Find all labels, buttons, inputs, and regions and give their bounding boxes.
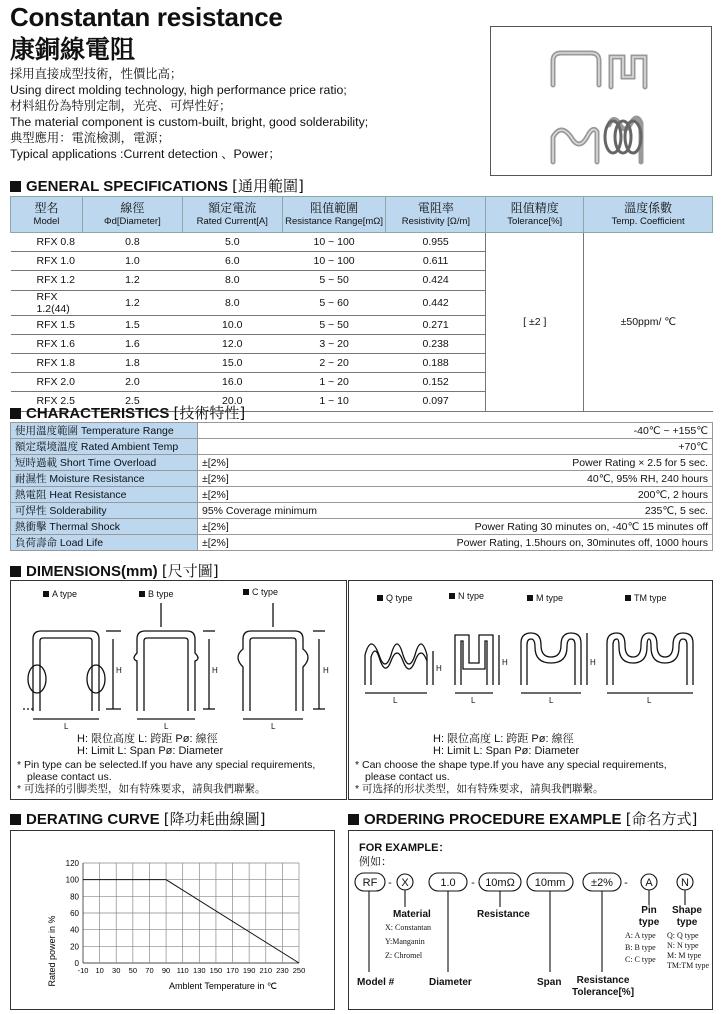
table-cell: 0.238 — [386, 334, 486, 353]
y-tick-label: 120 — [65, 859, 79, 868]
table-cell: 2.0 — [82, 373, 182, 392]
page-title: Constantan resistance — [10, 2, 283, 32]
label-tolerance: Resistance Tolerance[%] — [571, 975, 635, 998]
table-cell: RFX 1.2 — [11, 271, 83, 290]
x-tick-label: 170 — [226, 966, 239, 975]
shape-option: M: M type — [667, 951, 702, 960]
characteristic-label: 熱電阻 Heat Resistance — [11, 487, 198, 503]
table-cell: RFX 2.5 — [11, 392, 83, 411]
table-cell: 0.152 — [386, 373, 486, 392]
characteristic-label: 額定環境溫度 Rated Ambient Temp — [11, 439, 198, 455]
table-row — [11, 233, 713, 252]
heading-zh: [尺寸圖] — [161, 562, 219, 580]
characteristic-condition: +70℃ — [198, 439, 713, 455]
characteristic-spec: ±[2%] — [198, 471, 398, 487]
table-cell: RFX 0.8 — [11, 233, 83, 252]
x-tick-label: 30 — [112, 966, 121, 975]
product-photo — [490, 26, 712, 176]
type-label-a: A type — [43, 589, 77, 599]
code-diameter: 1.0 — [440, 877, 456, 889]
table-cell: 10.0 — [182, 315, 282, 334]
code-model: RF — [362, 877, 378, 889]
column-header: 電阻率 Resistivity [Ω/m] — [386, 197, 486, 233]
type-label-m: M type — [527, 593, 563, 603]
table-cell: 20.0 — [182, 392, 282, 411]
heading-en: CHARACTERISTICS — [26, 405, 170, 422]
x-tick-label: 250 — [292, 966, 306, 975]
shape-option: TM:TM type — [667, 961, 709, 970]
characteristic-condition: -40℃ ~ +155℃ — [198, 423, 713, 439]
table-cell: 0.188 — [386, 353, 486, 372]
dim-label-h: H — [590, 658, 596, 667]
type-label-tm: TM type — [625, 593, 667, 603]
characteristic-label: 可焊性 Solderability — [11, 503, 198, 519]
table-cell: 0.611 — [386, 252, 486, 271]
shape-option: N: N type — [667, 941, 699, 950]
derating-heading — [10, 808, 266, 829]
table-cell: RFX 1.2(44) — [11, 290, 83, 315]
derating-chart — [11, 831, 334, 1009]
dimension-panel-right — [348, 580, 713, 800]
table-cell: 2.5 — [82, 392, 182, 411]
table-cell: 1.6 — [82, 334, 182, 353]
table-cell: 1.2 — [82, 290, 182, 315]
dimension-legend-zh: H: 限位高度 L: 跨距 Pø: 線徑 — [433, 733, 574, 745]
dimensions-heading — [10, 560, 219, 581]
dim-label-h: H — [323, 666, 329, 675]
example-label-zh: 例如： — [359, 856, 392, 868]
table-row — [11, 471, 713, 487]
dim-label-l: L — [393, 696, 398, 705]
x-tick-label: 150 — [209, 966, 223, 975]
material-option: Z: Chromel — [385, 951, 423, 960]
column-header: 阻值精度 Tolerance[%] — [486, 197, 584, 233]
table-cell: 10 ~ 100 — [282, 252, 386, 271]
note-line: * Can choose the shape type.If you have any special requirements, — [355, 759, 667, 771]
svg-text:-: - — [624, 877, 628, 889]
heading-en: DERATING CURVE — [26, 811, 160, 828]
code-pin: A — [645, 877, 653, 889]
x-tick-label: 90 — [161, 966, 171, 975]
note-line: please contact us. — [365, 771, 450, 783]
derating-series-line — [83, 880, 299, 963]
table-cell: RFX 1.5 — [11, 315, 83, 334]
table-row — [11, 439, 713, 455]
x-axis-label: Amblent Temperature in ℃ — [169, 981, 277, 991]
dim-label-h: H — [502, 658, 508, 667]
table-row — [11, 503, 713, 519]
code-tolerance: ±2% — [591, 877, 613, 889]
table-cell: 1.2 — [82, 271, 182, 290]
column-header: 型名 Model — [11, 197, 83, 233]
table-cell: 0.8 — [82, 233, 182, 252]
derating-chart-panel — [10, 830, 335, 1010]
table-row — [11, 423, 713, 439]
table-cell: RFX 1.8 — [11, 353, 83, 372]
dim-label-h: H — [212, 666, 218, 675]
characteristic-label: 短時過載 Short Time Overload — [11, 455, 198, 471]
y-tick-label: 60 — [70, 909, 79, 918]
intro-line: 材料組份為特別定制，光亮、可焊性好； — [10, 99, 232, 113]
dim-label-l: L — [647, 696, 652, 705]
table-cell: 10 ~ 100 — [282, 233, 386, 252]
y-tick-label: 0 — [74, 959, 79, 968]
y-tick-label: 100 — [65, 875, 79, 885]
characteristic-condition: 40℃, 95% RH, 240 hours — [398, 471, 713, 487]
characteristic-label: 負荷壽命 Load Life — [11, 535, 198, 551]
table-cell: 16.0 — [182, 373, 282, 392]
table-cell: 0.424 — [386, 271, 486, 290]
column-header: 溫度係數 Temp. Coefficient — [584, 197, 713, 233]
label-material: Material — [393, 909, 431, 920]
table-cell: 0.955 — [386, 233, 486, 252]
heading-zh: [降功耗曲線圖] — [163, 810, 266, 828]
table-cell: 12.0 — [182, 334, 282, 353]
table-cell: 2 ~ 20 — [282, 353, 386, 372]
heading-zh: [通用範圍] — [232, 177, 304, 195]
x-tick-label: 130 — [193, 966, 206, 975]
table-cell: 3 ~ 20 — [282, 334, 386, 353]
dim-label-l: L — [64, 722, 69, 731]
dimension-legend-en: H: Limit L: Span Pø: Diameter — [433, 745, 580, 757]
type-label-b: B type — [139, 589, 174, 599]
column-header: 線徑 Φd[Diameter] — [82, 197, 182, 233]
dim-label-l: L — [471, 696, 476, 705]
note-line: * 可选择的引脚类型，如有特殊要求，請與我們聯繫。 — [17, 783, 266, 795]
shape-option: Q: Q type — [667, 931, 699, 940]
code-material: X — [401, 877, 409, 889]
note-line: * 可选择的形状类型，如有特殊要求，請與我們聯繫。 — [355, 783, 604, 795]
table-cell: 5 ~ 50 — [282, 271, 386, 290]
type-label-c: C type — [243, 587, 278, 597]
table-row — [11, 519, 713, 535]
svg-text:-: - — [388, 877, 392, 889]
label-shape-type: Shape type — [671, 905, 702, 928]
dimension-legend-zh: H: 限位高度 L: 跨距 Pø: 線徑 — [77, 733, 218, 745]
pin-type-drawings — [11, 601, 346, 731]
y-tick-label: 20 — [70, 942, 79, 952]
pin-option: A: A type — [625, 931, 656, 940]
table-cell: 0.097 — [386, 392, 486, 411]
shape-type-drawings — [349, 605, 712, 705]
characteristic-label: 熱衝擊 Thermal Shock — [11, 519, 198, 535]
table-header-row — [11, 197, 713, 233]
characteristic-spec: ±[2%] — [198, 487, 398, 503]
intro-text — [10, 66, 368, 162]
dimension-panel-left — [10, 580, 347, 800]
heading-zh: [命名方式] — [625, 810, 698, 828]
characteristic-condition: Power Rating 30 minutes on, -40℃ 15 minutes off — [398, 519, 713, 535]
table-cell: RFX 1.6 — [11, 334, 83, 353]
ordering-panel — [348, 830, 713, 1010]
pin-option: C: C type — [625, 955, 656, 964]
note-line: please contact us. — [27, 771, 112, 783]
table-cell: 1.5 — [82, 315, 182, 334]
x-tick-label: 210 — [259, 966, 273, 975]
label-pin-type: Pin type — [638, 905, 660, 928]
svg-text:-: - — [471, 877, 475, 889]
table-cell: 1 ~ 10 — [282, 392, 386, 411]
table-cell: 1.8 — [82, 353, 182, 372]
table-cell: 5 ~ 50 — [282, 315, 386, 334]
material-option: X: Constantan — [385, 923, 431, 932]
characteristic-spec: ±[2%] — [198, 455, 398, 471]
characteristic-condition: Power Rating, 1.5hours on, 30minutes off, 1000 hours — [398, 535, 713, 551]
characteristic-spec: ±[2%] — [198, 535, 398, 551]
intro-line: 典型應用：電流檢測，電源； — [10, 131, 170, 145]
y-axis-label: Rated power in % — [47, 915, 57, 987]
table-cell: RFX 2.0 — [11, 373, 83, 392]
table-cell: 0.442 — [386, 290, 486, 315]
label-diameter: Diameter — [429, 977, 472, 988]
note-line: * Pin type can be selected.If you have any special requirements, — [17, 759, 316, 771]
material-option: Y:Manganin — [385, 937, 425, 946]
dim-label-h: H — [436, 664, 442, 673]
characteristic-spec: 95% Coverage minimum — [198, 503, 398, 519]
column-header: 阻值範圍 Resistance Range[mΩ] — [282, 197, 386, 233]
table-cell: RFX 1.0 — [11, 252, 83, 271]
pin-option: B: B type — [625, 943, 656, 952]
y-tick-label: 40 — [70, 925, 79, 935]
general-specs-table — [10, 196, 713, 412]
heading-en: GENERAL SPECIFICATIONS — [26, 178, 228, 195]
characteristic-spec: ±[2%] — [198, 519, 398, 535]
label-span: Span — [537, 977, 562, 988]
characteristic-condition: Power Rating × 2.5 for 5 sec. — [398, 455, 713, 471]
y-tick-label: 80 — [70, 892, 79, 902]
x-tick-label: 110 — [176, 966, 189, 975]
heading-zh: [技術特性] — [173, 404, 246, 422]
x-tick-label: -10 — [77, 966, 89, 975]
table-row — [11, 455, 713, 471]
heading-en: DIMENSIONS(mm) — [26, 563, 158, 580]
type-label-n: N type — [449, 591, 484, 601]
tolerance-cell: [ ±2 ] — [486, 233, 584, 412]
label-model: Model # — [357, 977, 395, 988]
x-tick-label: 70 — [145, 966, 154, 975]
heading-en: ORDERING PROCEDURE EXAMPLE — [364, 811, 622, 828]
dim-label-l: L — [271, 722, 276, 731]
table-row — [11, 535, 713, 551]
table-cell: 0.271 — [386, 315, 486, 334]
x-tick-label: 10 — [95, 966, 104, 975]
label-resistance: Resistance — [477, 909, 530, 920]
temp-coefficient-cell: ±50ppm/ ℃ — [584, 233, 713, 412]
example-label-en: FOR EXAMPLE： — [359, 842, 450, 854]
x-tick-label: 190 — [242, 966, 256, 975]
table-cell: 6.0 — [182, 252, 282, 271]
characteristics-table — [10, 422, 713, 551]
table-cell: 8.0 — [182, 271, 282, 290]
table-cell: 1 ~ 20 — [282, 373, 386, 392]
characteristic-label: 使用溫度範圍 Temperature Range — [11, 423, 198, 439]
table-cell: 1.0 — [82, 252, 182, 271]
dim-label-h: H — [116, 666, 122, 675]
column-header: 額定電流 Rated Current[A] — [182, 197, 282, 233]
page-title-zh: 康銅線電阻 — [10, 35, 136, 64]
code-shape: N — [681, 877, 689, 889]
intro-line: Typical applications :Current detection 、Power； — [10, 147, 281, 161]
dim-label-l: L — [549, 696, 554, 705]
table-row — [11, 487, 713, 503]
table-cell: 8.0 — [182, 290, 282, 315]
intro-line: 採用直接成型技術，性價比高； — [10, 67, 183, 81]
code-span: 10mm — [534, 877, 566, 889]
characteristic-condition: 200℃, 2 hours — [398, 487, 713, 503]
x-tick-label: 50 — [128, 966, 138, 975]
intro-line: Using direct molding technology, high performance price ratio; — [10, 83, 347, 97]
characteristic-label: 耐濕性 Moisture Resistance — [11, 471, 198, 487]
general-specs-heading — [10, 175, 304, 196]
dimension-legend-en: H: Limit L: Span Pø: Diameter — [77, 745, 224, 757]
dim-label-l: L — [164, 722, 169, 731]
characteristics-heading — [10, 402, 245, 423]
intro-line: The material component is custom-built, bright, good solderability; — [10, 115, 369, 129]
characteristic-condition: 235℃, 5 sec. — [398, 503, 713, 519]
x-tick-label: 230 — [276, 966, 289, 975]
table-cell: 5 ~ 60 — [282, 290, 386, 315]
ordering-heading — [348, 808, 697, 829]
type-label-q: Q type — [377, 593, 413, 603]
table-cell: 5.0 — [182, 233, 282, 252]
code-resistance: 10mΩ — [485, 877, 515, 889]
table-cell: 15.0 — [182, 353, 282, 372]
